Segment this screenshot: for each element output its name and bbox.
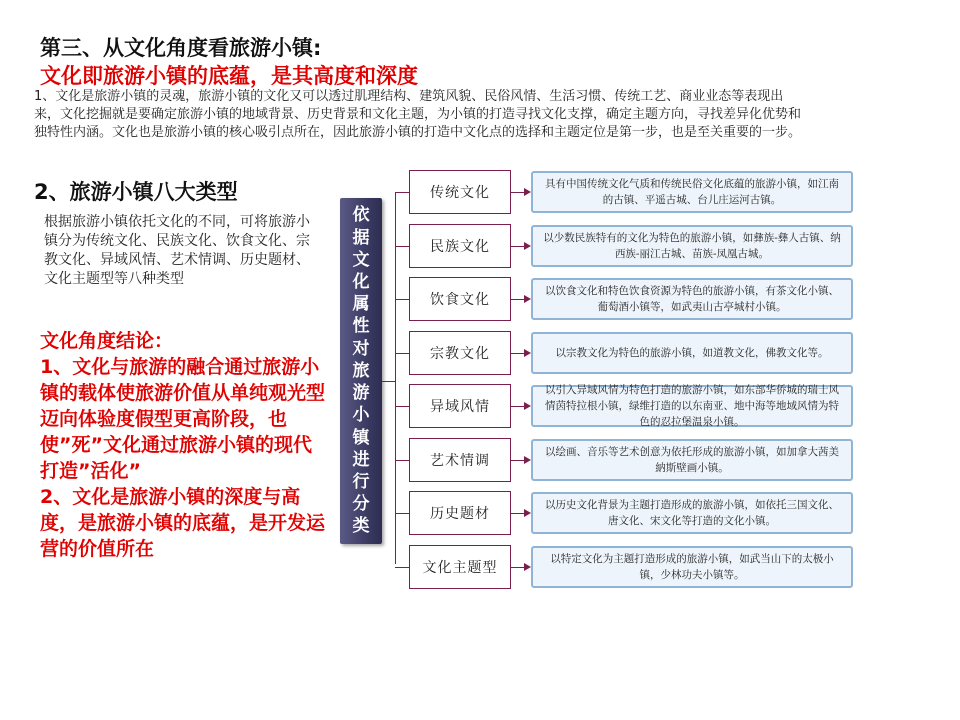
type-box: 艺术情调 xyxy=(409,438,511,482)
type-box: 饮食文化 xyxy=(409,277,511,321)
connector-branch xyxy=(395,353,409,354)
classification-root-box xyxy=(340,198,382,544)
type-description: 以宗教文化为特色的旅游小镇，如道教文化，佛教文化等。 xyxy=(531,332,853,374)
connector-root-line xyxy=(382,381,396,382)
classification-root-label: 依据文化属性对旅游小镇进行分类 xyxy=(352,205,370,537)
type-box: 文化主题型 xyxy=(409,545,511,589)
section-description: 根据旅游小镇依托文化的不同，可将旅游小镇分为传统文化、民族文化、饮食文化、宗教文化、异域风情、艺术情调、历史题材、文化主题型等八种类型 xyxy=(44,214,310,287)
arrow-connector xyxy=(511,192,529,193)
type-description: 以历史文化背景为主题打造形成的旅游小镇，如依托三国文化、唐文化、宋文化等打造的文化小镇。 xyxy=(531,492,853,534)
type-description: 以饮食文化和特色饮食资源为特色的旅游小镇，有茶文化小镇、葡萄酒小镇等，如武夷山古亭城村小镇。 xyxy=(531,278,853,320)
connector-branch xyxy=(395,406,409,407)
conclusion-point-1: 1、文化与旅游的融合通过旅游小镇的载体使旅游价值从单纯观光型迈向体验度假型更高阶段，也使”死”文化通过旅游小镇的现代打造”活化” xyxy=(40,356,326,482)
connector-branch xyxy=(395,192,409,193)
connector-branch xyxy=(395,299,409,300)
connector-vertical-line xyxy=(395,192,396,564)
arrow-connector xyxy=(511,460,529,461)
conclusion-point-2: 2、文化是旅游小镇的深度与高度，是旅游小镇的底蕴，是开发运营的价值所在 xyxy=(40,486,326,560)
connector-branch xyxy=(395,246,409,247)
connector-branch xyxy=(395,513,409,514)
type-description: 以特定文化为主题打造形成的旅游小镇，如武当山下的太极小镇，少林功夫小镇等。 xyxy=(531,546,853,588)
type-description: 以少数民族特有的文化为特色的旅游小镇，如彝族-彝人古镇、纳西族-丽江古城、苗族-凤凰古城。 xyxy=(531,225,853,267)
arrow-connector xyxy=(511,513,529,514)
page-subtitle: 文化即旅游小镇的底蕴，是其高度和深度 xyxy=(40,64,418,88)
arrow-connector xyxy=(511,353,529,354)
type-description: 以引入异域风情为特色打造的旅游小镇，如东部华侨城的瑞士风情茵特拉根小镇，绿维打造的以东南亚、地中海等地域风情为特色的忍拉堡温泉小镇。 xyxy=(531,385,853,427)
type-box: 异域风情 xyxy=(409,384,511,428)
connector-branch xyxy=(395,567,409,568)
section-heading: 2、旅游小镇八大类型 xyxy=(34,180,238,204)
conclusion-heading: 文化角度结论： xyxy=(40,330,174,352)
type-box: 民族文化 xyxy=(409,224,511,268)
arrow-connector xyxy=(511,299,529,300)
page-title: 第三、从文化角度看旅游小镇: xyxy=(40,36,322,60)
type-box: 宗教文化 xyxy=(409,331,511,375)
conclusion-block xyxy=(40,328,330,562)
type-box: 历史题材 xyxy=(409,491,511,535)
connector-branch xyxy=(395,460,409,461)
type-description: 以绘画、音乐等艺术创意为依托形成的旅游小镇，如加拿大茜美納斯壁画小镇。 xyxy=(531,439,853,481)
intro-paragraph: 1、文化是旅游小镇的灵魂，旅游小镇的文化又可以透过肌理结构、建筑风貌、民俗风情、生活习惯、传统工艺、商业业态等表现出来，文化挖掘就是要确定旅游小镇的地域背景、历史背景和文化主题，为小镇的打造寻找文化支撑，确定主题方向，寻找差异化优势和独特性内涵。文化也是旅游小镇的核心吸引点所在，因此旅游小镇的打造中文化点的选择和主题定位是第一步，也是至关重要的一步。 xyxy=(34,89,802,140)
arrow-connector xyxy=(511,567,529,568)
arrow-connector xyxy=(511,406,529,407)
arrow-connector xyxy=(511,246,529,247)
type-box: 传统文化 xyxy=(409,170,511,214)
type-description: 具有中国传统文化气质和传统民俗文化底蕴的旅游小镇，如江南的古镇、平遥古城、台儿庄运河古镇。 xyxy=(531,171,853,213)
